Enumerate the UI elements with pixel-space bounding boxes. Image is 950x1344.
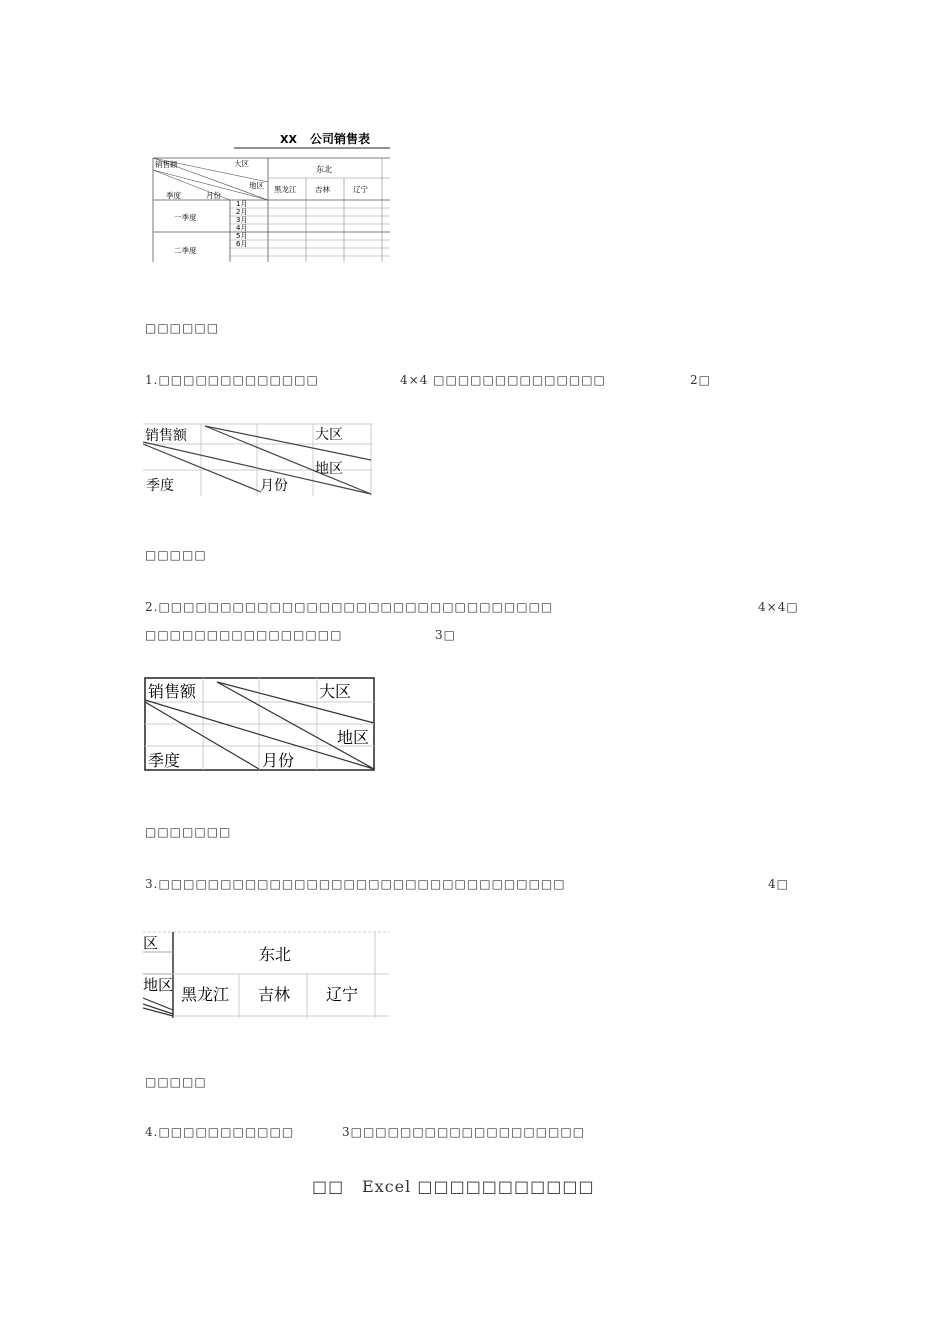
merged-region: 地区	[143, 976, 174, 994]
sales-table-svg	[150, 126, 390, 262]
step-4-text-b: 3□□□□□□□□□□□□□□□□□□□	[342, 1125, 586, 1139]
merged-header-svg	[143, 928, 389, 1020]
paragraph-4: □□□□□	[145, 1075, 207, 1089]
table-title: 公司销售表	[310, 132, 371, 146]
step-3-text: 3.□□□□□□□□□□□□□□□□□□□□□□□□□□□□□□□□□	[145, 877, 566, 891]
header-northeast: 东北	[316, 165, 332, 174]
header-province-1: 黑龙江	[274, 185, 297, 194]
diagonal-header-2-svg	[143, 676, 377, 776]
quarter-label-1: 一季度	[174, 213, 197, 222]
diag1-big-region: 大区	[315, 427, 343, 443]
step-2-text-b: 4×4□	[758, 600, 799, 614]
merged-province-3: 辽宁	[326, 985, 359, 1004]
diag2-big-region: 大区	[319, 682, 352, 701]
month-label: 5月	[236, 232, 248, 240]
figure-sales-table	[150, 126, 390, 262]
step-2-figure-ref: 3□	[435, 628, 456, 642]
paragraph-1: □□□□□□	[145, 321, 220, 335]
step-1-figure-ref: 2□	[690, 373, 711, 387]
month-label: 1月	[236, 200, 248, 208]
step-4-text: 4.□□□□□□□□□□□	[145, 1125, 295, 1139]
merged-province-1: 黑龙江	[181, 985, 230, 1004]
step-3-figure-ref: 4□	[768, 877, 789, 891]
paragraph-3: □□□□□□□	[145, 825, 232, 839]
month-label: 2月	[236, 208, 248, 216]
month-label: 6月	[236, 240, 248, 248]
header-big-region: 大区	[234, 159, 249, 168]
diag1-sales: 销售额	[145, 428, 187, 444]
table-title-prefix: XX	[280, 133, 297, 146]
diag2-month: 月份	[262, 751, 295, 770]
diag1-region: 地区	[315, 461, 343, 477]
step-1-text: 1.□□□□□□□□□□□□□	[145, 373, 319, 387]
header-province-2: 吉林	[315, 185, 330, 194]
diag2-region: 地区	[337, 728, 370, 747]
header-month: 月份	[206, 191, 221, 200]
month-label: 3月	[236, 216, 248, 224]
header-quarter: 季度	[166, 191, 181, 200]
step-1-text-b: 4×4 □□□□□□□□□□□□□□	[400, 373, 606, 387]
header-sales: 销售额	[155, 160, 178, 169]
diag2-quarter: 季度	[148, 751, 181, 770]
section-heading-prefix: □□	[312, 1177, 345, 1196]
section-heading: Excel □□□□□□□□□□□	[362, 1177, 595, 1196]
merged-region-partial: 区	[143, 934, 159, 952]
step-2-text: 2.□□□□□□□□□□□□□□□□□□□□□□□□□□□□□□□□	[145, 600, 554, 614]
header-province-3: 辽宁	[353, 185, 368, 194]
month-label: 4月	[236, 224, 248, 232]
merged-northeast: 东北	[259, 945, 292, 964]
step-2-text-c: □□□□□□□□□□□□□□□□	[145, 628, 343, 642]
diag2-sales: 销售额	[148, 682, 197, 701]
paragraph-2: □□□□□	[145, 548, 207, 562]
quarter-label-2: 二季度	[174, 246, 197, 255]
diagonal-header-1-svg	[143, 420, 373, 496]
merged-province-2: 吉林	[258, 985, 291, 1004]
diag1-quarter: 季度	[146, 478, 174, 494]
header-region: 地区	[249, 181, 264, 190]
figure-diagonal-header-1	[143, 420, 373, 496]
figure-diagonal-header-2	[143, 676, 377, 776]
diag1-month: 月份	[260, 478, 288, 494]
figure-merged-header	[143, 928, 389, 1020]
